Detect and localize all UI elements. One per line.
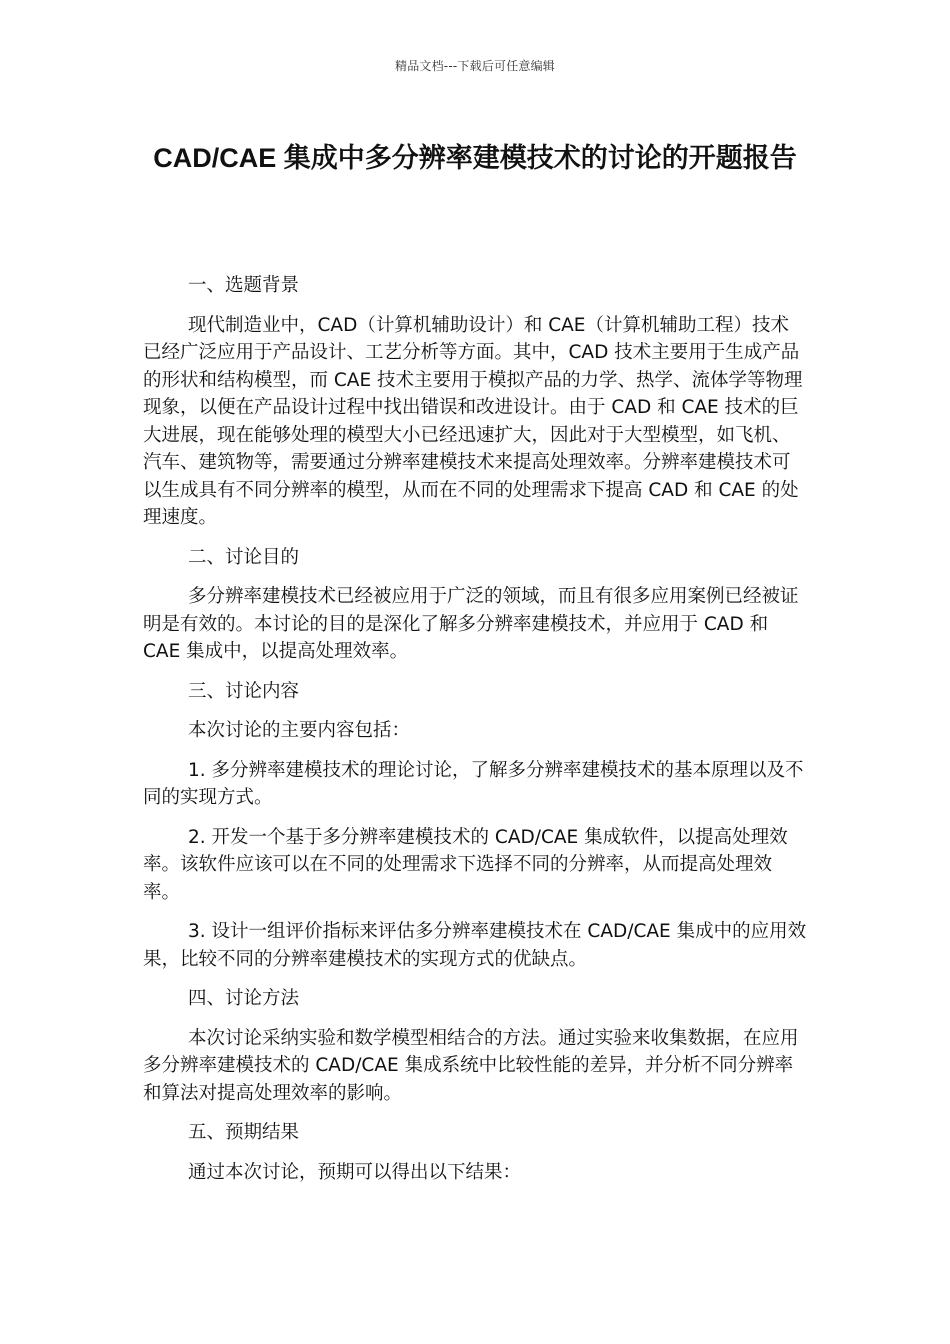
section-heading-background: 一、选题背景 (188, 275, 300, 296)
list-item-content-2: 2. 开发一个基于多分辨率建模技术的 CAD/CAE 集成软件，以提高处理效率。该软件应该可以在不同的处理需求下选择不同的分辨率，从而提高处理效率。 (143, 826, 788, 903)
section-heading-method: 四、讨论方法 (188, 988, 300, 1009)
paragraph-background: 现代制造业中，CAD（计算机辅助设计）和 CAE（计算机辅助工程）技术已经广泛应用于产品设计、工艺分析等方面。其中，CAD 技术主要用于生成产品的形状和结构模型，而 CAE 技术主要用于模拟产品的力学、热学、流体学等物理现象，以便在产品设计过程中找出错误和改进设计。由于 CAD 和 CAE 技术的巨大进展，现在能够处理的模型大小已经迅速扩大，因此对于大型模型，如飞机、汽车、建筑物等，需要通过分辨率建模技术来提高处理效率。分辨率建模技术可以生成具有不同分辨率的模型，从而在不同的处理需求下提高 CAD 和 CAE 的处理速度。 (143, 314, 803, 528)
list-item-content-1: 1. 多分辨率建模技术的理论讨论，了解多分辨率建模技术的基本原理以及不同的实现方式。 (143, 759, 804, 808)
paragraph-purpose: 多分辨率建模技术已经被应用于广泛的领域，而且有很多应用案例已经被证明是有效的。本讨论的目的是深化了解多分辨率建模技术，并应用于 CAD 和 CAE 集成中，以提高处理效率。 (143, 586, 799, 662)
paragraph-expected-results: 通过本次讨论，预期可以得出以下结果： (188, 1161, 522, 1183)
paragraph-method: 本次讨论采纳实验和数学模型相结合的方法。通过实验来收集数据，在应用多分辨率建模技术的 CAD/CAE 集成系统中比较性能的差异，并分析不同分辨率和算法对提高处理效率的影响。 (143, 1027, 799, 1104)
document-body (143, 272, 807, 1193)
list-item-content-3: 3. 设计一组评价指标来评估多分辨率建模技术在 CAD/CAE 集成中的应用效果，比较不同的分辨率建模技术的实现方式的优缺点。 (143, 921, 807, 970)
section-heading-purpose: 二、讨论目的 (188, 546, 300, 568)
section-heading-content: 三、讨论内容 (188, 680, 300, 702)
header-note: 精品文档---下载后可任意编辑 (395, 59, 555, 73)
document-title: CAD/CAE 集成中多分辨率建模技术的讨论的开题报告 (153, 143, 797, 173)
paragraph-content-intro: 本次讨论的主要内容包括： (188, 720, 411, 741)
section-heading-expected-results: 五、预期结果 (188, 1122, 300, 1143)
